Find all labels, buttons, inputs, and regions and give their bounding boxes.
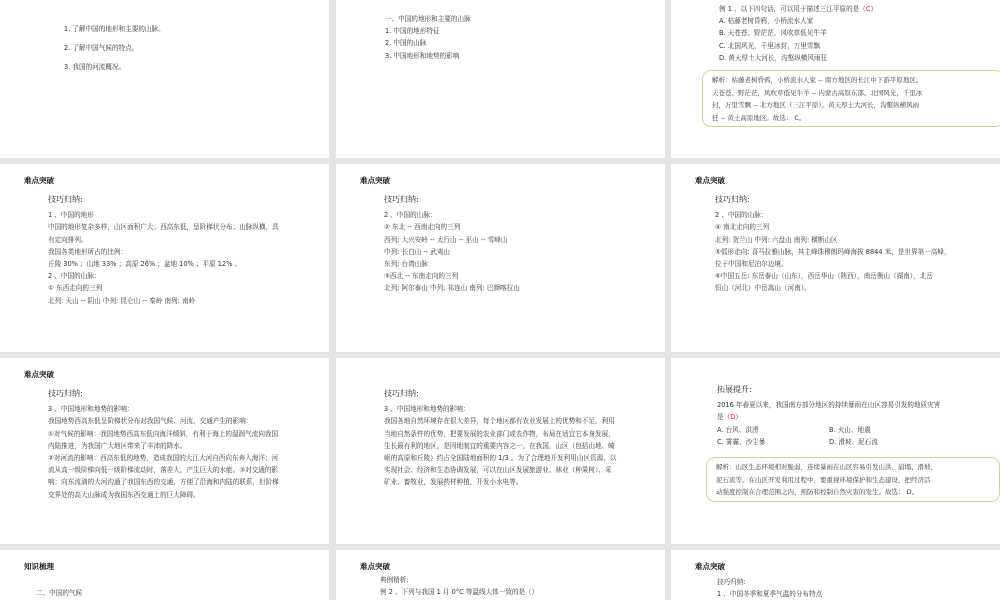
content-line: ⑥中国五岳: 东岳泰山（山东），西岳华山（陕西），南岳衡山（湖南），北岳 [715,272,933,281]
content-block [384,194,520,295]
section-heading: 技巧归纳: [384,195,419,204]
slide-difficulty-mountains-2 [671,164,1000,352]
content-line: 矿业、畜牧业，发展药材种植，开发小水电等。 [384,478,523,487]
slide-learning-goals [0,0,329,158]
content-line: 中列: 长白山 -- 武夷山 [384,247,451,256]
section-heading: 技巧归纳: [717,578,746,586]
goal-item: 2. 了解中国气候的特点。 [64,44,139,52]
content-block [715,194,951,295]
content-line: 流从高一级阶梯向低一级阶梯流动时，落差大，产生巨大的水能。③对交通的影 [48,466,279,475]
content-line: 1 、中国冬季和夏季气温的分布特点 [717,590,823,599]
slide-extension [671,358,1000,544]
goal-item: 3. 我国的河流概况。 [64,63,126,71]
question-block [717,384,941,448]
content-line: 2 、中国的山脉： [715,211,768,220]
analysis-line: 解析：枯藤老树昏鸦，小桥流水人家 -- 南方地区的长江中下游平原地区。 [712,76,923,84]
content-line: 内陆推进，为我国广大地区带来了丰沛的降水。 [48,441,187,450]
question-block [380,574,538,598]
option-d: D. 黄天厚土大河长，沟壑纵横风雨狂 [719,53,828,62]
goal-item: 1. 了解中国的地形和主要的山脉。 [64,25,165,33]
content-line: 2 、中国的山脉： [48,272,101,281]
content-line: 3 、中国地形和地势的影响： [48,405,134,414]
options-row [717,424,941,436]
outline-item: 3. 中国地形和地势的影响 [385,51,460,60]
content-line: 我国各类地形所占的比例： [48,247,128,256]
content-line: 我国各地自然环境存在很大差异，每个地区都有农业发展上的优势和不足。利用 [384,417,615,426]
option-b: B. 火山、地震 [829,425,871,434]
slide-title: 难点突破 [695,176,725,185]
content-line: ③西北 -- 东南走向的三列 [384,272,459,281]
content-block [717,576,822,600]
options-row [717,436,941,448]
option-a: A. 台风、洪涝 [717,425,759,434]
content-block [384,388,616,489]
option-d: D. 滑坡、泥石流 [829,437,878,446]
analysis-line: 封，万里雪飘 -- 北方地区（三江平原）。黄天厚土大河长，沟壑纵横风雨 [712,101,920,109]
analysis-box [702,70,1000,127]
question-text-end: 是（D） [717,413,742,422]
content-line: ② 东北 -- 西南走向的三列 [384,223,461,232]
content-line: 北列: 天山 -- 阴山 中列: 昆仑山 -- 秦岭 南列: 南岭 [48,296,196,305]
slide-difficulty-influence [0,358,329,544]
section-heading: 技巧归纳: [48,195,83,204]
section-heading: 技巧归纳: [715,195,750,204]
content-line: 东列: 台湾山脉 [384,260,428,269]
slide-outline [336,0,665,158]
slide-difficulty-agriculture [336,358,665,544]
slide-title: 难点突破 [360,176,390,185]
slide-climate-difficulty [671,550,1000,600]
slide-title: 知识梳理 [24,562,54,571]
analysis-line: 动强度控制在合理范围之内，预防和控制自然灾害的发生。故选： D。 [716,488,919,496]
content-line: ①对气候的影响：我国地势西高东低向海洋倾斜，有利于海上的湿润气流向我国 [48,429,279,438]
content-line: 交界处的高大山脉成为我国东西交通上的巨大障碍。 [48,490,200,499]
slide-title: 难点突破 [24,176,54,185]
section-heading: 拓展提升: [717,385,752,394]
option-a: A. 枯藤老树昏鸦，小桥流水人家 [719,17,814,26]
answer-mark: D [730,413,736,422]
slide-title: 难点突破 [24,370,54,379]
section-heading: 典例精析: [380,576,409,584]
content-line: 有定向排列。 [48,235,88,244]
content-line: 西列: 大兴安岭 -- 太行山 -- 巫山 -- 雪峰山 [384,235,508,244]
analysis-line: 泥石流等。在山区开发利用过程中，要重视环境保护和生态建设，把经济活 [716,475,931,484]
slide-difficulty-terrain [0,164,329,352]
slide-example-1 [671,0,1000,158]
analysis-line: 天苍苍、野茫茫，风吹草低见牛羊 -- 内蒙古高原东部。北国风光，千里冰 [712,88,923,97]
outline-item: 1. 中国的地形特征 [385,27,440,36]
section-heading: 技巧归纳: [384,389,419,398]
content-line: 生长最有利的地区，是因地制宜的重要内容之一。在我国，山区（包括山地、崎 [384,441,615,450]
option-b: B. 天苍苍、野茫茫，风吹草低见牛羊 [719,29,827,38]
content-line: 中国的地形复杂多样，山区面积广大；西高东低，呈阶梯状分布；山脉纵横，具 [48,223,279,232]
outline-item: 2. 中国的山脉 [385,39,427,48]
outline-item: 一、中国的地形和主要的山脉 [385,15,471,23]
section-heading: 技巧归纳: [48,389,83,398]
option-c: C. 雾霾、沙尘暴 [717,437,766,446]
question-block [719,3,877,64]
content-line: ① 东西走向的三列 [48,284,103,293]
content-line: 丘陵 30% ；山地 33% ；高原 26% ；盆地 10% ；平原 12% 。 [48,260,242,269]
content-line: ②对河流的影响：西高东低的地势，造成我国的大江大河自西向东奔入海洋；河 [48,454,279,463]
content-line: ⑤弧形走向: 喜马拉雅山脉，其主峰珠穆朗玛峰海拔 8844 米，是世界第一高峰， [715,247,951,256]
content-line: 实现社会、经济和生态协调发展，可以在山区发展旅游业、林业（种果树）、采 [384,466,612,475]
content-line: 恒山（河北）中岳嵩山（河南）。 [715,284,811,293]
question-text: 2016 年春夏以来，我国南方部分地区的持续暴雨在山区容易引发的地质灾害 [717,401,941,410]
content-line: 位于中国和尼泊尔边境。 [715,260,788,269]
answer-mark: C [865,5,871,13]
content-block [48,194,279,307]
goals-list [64,20,165,77]
analysis-box [706,457,1000,502]
analysis-line: 狂 -- 黄土高原地区。故选： C。 [712,113,806,122]
content-line: ④ 南北走向的三列 [715,223,770,232]
question-text: 例 2 、下列与我国 1 月 0°C 等温线大体一致的是（） [380,588,539,597]
content-line: 二、中国的气候 [36,589,83,597]
analysis-line: 解析：山区生态环境相对脆弱，连续暴雨在山区容易引发山洪、崩塌、滑坡、 [716,463,937,471]
content-line: 当地自然条件的优势，把要发展的农业部门或农作物，布局在适宜它本身发展， [384,429,615,438]
question-text: 例 1 、以下四句话，可以用于描述三江平原的是（C） [719,5,878,13]
content-line: 2 、中国的山脉： [384,211,437,220]
content-line: 1 、中国的地形 [48,211,94,220]
content-line: 3 、中国地形和地势的影响： [384,405,470,414]
content-line: 响：向东流淌的大河沟通了我国东西的交通，方便了沿海和内陆的联系，但阶梯 [48,478,279,487]
option-c: C. 北国风光，千里冰封，万里雪飘 [719,41,821,50]
slide-example-2 [336,550,665,600]
slide-knowledge-review [0,550,329,600]
outline-list [385,13,471,62]
slide-title: 难点突破 [360,562,390,571]
content-block [48,388,279,501]
slide-difficulty-mountains [336,164,665,352]
content-line: 岖的高原和丘陵）约占全国陆地面积的 1/3 。为了合理地开发利用山区资源，以 [384,454,617,463]
slide-title: 难点突破 [695,562,725,571]
content-line: 北列: 阿尔泰山 中列: 祁连山 南列: 巴颜喀拉山 [384,284,520,293]
content-line: 北列: 贺兰山 中列: 六盘山 南列: 横断山区 [715,235,838,244]
content-line: 我国地势西高东低呈阶梯状分布对我国气候、河流、交通产生的影响： [48,417,253,426]
